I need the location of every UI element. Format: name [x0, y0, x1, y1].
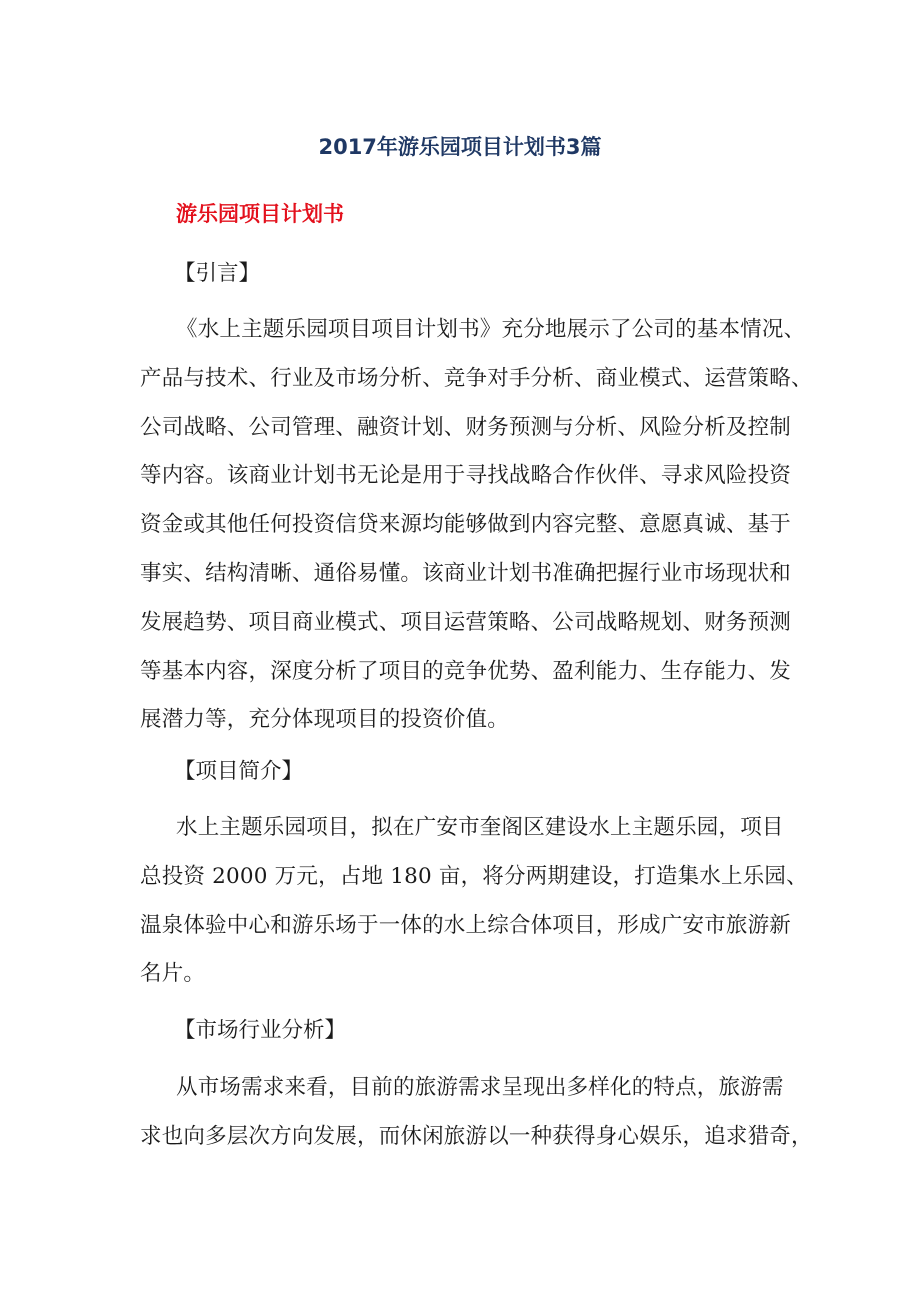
paragraph-line: 温泉体验中心和游乐场于一体的水上综合体项目，形成广安市旅游新	[140, 912, 792, 938]
paragraph-line: 等内容。该商业计划书无论是用于寻找战略合作伙伴、寻求风险投资	[140, 463, 792, 489]
market-heading: 【市场行业分析】	[174, 1018, 347, 1043]
paragraph-line: 求也向多层次方向发展，而休闲旅游以一种获得身心娱乐，追求猎奇，	[140, 1123, 813, 1149]
paragraph-line: 展潜力等，充分体现项目的投资价值。	[140, 707, 509, 733]
paragraph-line: 总投资 2000 万元，占地 180 亩，将分两期建设，打造集水上乐园、	[140, 863, 808, 889]
paragraph-line: 公司战略、公司管理、融资计划、财务预测与分析、风险分析及控制	[140, 414, 792, 440]
intro-paragraph	[140, 306, 813, 745]
paragraph-line: 《水上主题乐园项目项目计划书》充分地展示了公司的基本情况、	[176, 317, 806, 342]
paragraph-line: 等基本内容，深度分析了项目的竞争优势、盈利能力、生存能力、发	[140, 658, 792, 684]
paragraph-line: 发展趋势、项目商业模式、项目运营策略、公司战略规划、财务预测	[140, 609, 792, 635]
overview-heading: 【项目简介】	[174, 759, 304, 784]
intro-heading: 【引言】	[174, 261, 261, 286]
market-paragraph	[140, 1064, 813, 1162]
document-title: 2017年游乐园项目计划书3篇	[318, 135, 602, 159]
paragraph-line: 资金或其他任何投资信贷来源均能够做到内容完整、意愿真诚、基于	[140, 512, 792, 538]
paragraph-line: 产品与技术、行业及市场分析、竞争对手分析、商业模式、运营策略、	[140, 365, 813, 391]
paragraph-line: 从市场需求来看，目前的旅游需求呈现出多样化的特点，旅游需	[176, 1075, 784, 1100]
overview-paragraph	[140, 804, 808, 999]
paragraph-line: 名片。	[140, 961, 206, 987]
paragraph-line: 事实、结构清晰、通俗易懂。该商业计划书准确把握行业市场现状和	[140, 560, 792, 586]
section-title: 游乐园项目计划书	[176, 202, 344, 226]
paragraph-line: 水上主题乐园项目，拟在广安市奎阁区建设水上主题乐园，项目	[176, 815, 784, 840]
